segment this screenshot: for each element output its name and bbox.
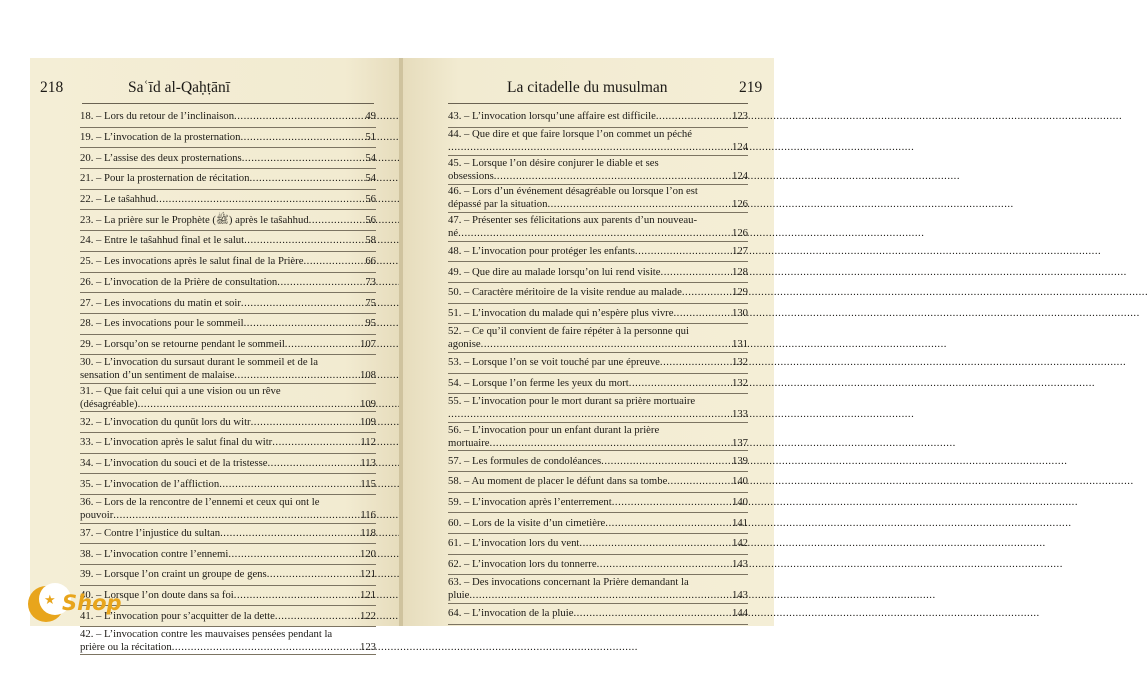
toc-entry — [80, 273, 376, 294]
toc-entry-line — [80, 172, 376, 185]
toc-page-number: 141 — [731, 516, 748, 529]
toc-page-number: 73 — [365, 275, 376, 288]
dot-leader — [458, 227, 732, 240]
toc-entry-line — [448, 517, 748, 530]
toc-entry — [448, 283, 748, 304]
toc-entry — [80, 148, 376, 169]
toc-entry-line — [448, 307, 748, 320]
toc-entry-title: 27. – Les invocations du matin et soir — [80, 296, 241, 309]
toc-entry — [448, 185, 748, 214]
toc-entry — [80, 495, 376, 524]
toc-entry-title: 25. – Les invocations après le salut final de la Prière — [80, 255, 304, 268]
toc-entry-line — [448, 128, 748, 141]
toc-entry — [448, 107, 748, 128]
toc-entry-line — [448, 377, 748, 390]
toc-entry-line — [448, 437, 748, 450]
toc-entry-title: 46. – Lors d’un événement désagréable ou lorsque l’on est — [448, 185, 698, 198]
star-icon: ★ — [44, 593, 56, 608]
dot-leader — [242, 152, 366, 165]
toc-entry-line — [80, 356, 376, 369]
toc-entry — [448, 374, 748, 395]
toc-entry-line — [448, 141, 748, 154]
toc-entry-title: dépassé par la situation — [448, 198, 548, 211]
toc-entry — [448, 394, 748, 423]
dot-leader — [268, 457, 361, 470]
toc-entry-line — [80, 255, 376, 268]
toc-page-number: 121 — [359, 568, 376, 581]
toc-entry-title: 20. – L’assise des deux prosternations — [80, 151, 242, 164]
left-header-rule — [82, 103, 374, 104]
toc-page-number: 129 — [731, 286, 748, 299]
dot-leader — [272, 436, 360, 449]
toc-entry — [80, 524, 376, 545]
toc-entry-line — [448, 266, 748, 279]
toc-entry-line — [80, 214, 376, 227]
toc-page-number: 126 — [731, 198, 748, 211]
toc-page-number: 51 — [365, 131, 376, 144]
toc-entry — [448, 242, 748, 263]
toc-entry — [80, 454, 376, 475]
toc-entry — [80, 384, 376, 413]
toc-entry-title: né — [448, 226, 459, 239]
toc-entry — [80, 210, 376, 231]
toc-entry-title: 32. – L’invocation du qunūt lors du witr — [80, 415, 251, 428]
toc-page-number: 128 — [731, 265, 748, 278]
toc-entry-title: 45. – Lorsque l’on désire conjurer le diable et ses — [448, 156, 659, 169]
toc-entry — [448, 534, 748, 555]
toc-entry-title: 56. – L’invocation pour un enfant durant la prière — [448, 423, 660, 436]
toc-entry-line — [80, 369, 376, 382]
dot-leader — [249, 172, 365, 185]
dot-leader — [448, 141, 732, 154]
toc-entry-title: 55. – L’invocation pour le mort durant sa prière mortuaire — [448, 395, 696, 408]
dot-leader — [303, 255, 365, 268]
toc-entry-line — [448, 424, 748, 437]
dot-leader — [667, 475, 732, 488]
right-header-rule — [448, 103, 748, 104]
toc-page-number: 142 — [731, 537, 748, 550]
toc-entry-title: 63. – Des invocations concernant la Prière demandant la — [448, 576, 689, 589]
dot-leader — [612, 496, 732, 509]
toc-entry-line — [448, 475, 748, 488]
toc-page-number: 66 — [365, 255, 376, 268]
toc-entry-title: 33. – L’invocation après le salut final du witr — [80, 436, 273, 449]
toc-entry-title: 47. – Présenter ses félicitations aux parents d’un nouveau- — [448, 213, 698, 226]
toc-entry-line — [80, 496, 376, 509]
dot-leader — [244, 234, 365, 247]
open-book — [30, 58, 774, 653]
toc-page-number: 127 — [731, 245, 748, 258]
toc-entry-title: 59. – L’invocation après l’enterrement — [448, 496, 612, 509]
dot-leader — [660, 356, 732, 369]
toc-entry — [80, 128, 376, 149]
toc-entry — [448, 156, 748, 185]
right-page-number: 219 — [739, 79, 763, 96]
toc-entry-title: 61. – L’invocation lors du vent — [448, 537, 580, 550]
toc-page-number: 120 — [359, 547, 376, 560]
toc-page-number: 118 — [360, 526, 376, 539]
left-page-number: 218 — [40, 79, 64, 96]
toc-entry-title: 49. – Que dire au malade lorsqu’on lui rend visite — [448, 265, 661, 278]
toc-page-number: 123 — [359, 640, 376, 653]
dot-leader — [605, 517, 732, 530]
toc-entry-line — [80, 276, 376, 289]
toc-entry-line — [448, 286, 748, 299]
toc-entry — [80, 252, 376, 273]
dot-leader — [228, 548, 360, 561]
toc-entry-line — [448, 576, 748, 589]
toc-entry-title: 41. – L’invocation pour s’acquitter de la dette — [80, 609, 275, 622]
toc-entry — [448, 353, 748, 374]
dot-leader — [481, 338, 732, 351]
toc-page-number: 143 — [731, 558, 748, 571]
toc-entry-line — [448, 408, 748, 421]
dot-leader — [601, 455, 732, 468]
dot-leader — [172, 641, 360, 654]
toc-entry — [448, 304, 748, 325]
toc-entry-title: 54. – Lorsque l’on ferme les yeux du mort — [448, 376, 629, 389]
toc-entry-line — [448, 496, 748, 509]
toc-page-number: 56 — [365, 213, 376, 226]
dot-leader — [251, 416, 360, 429]
toc-page-number: 121 — [359, 588, 376, 601]
toc-page-number: 139 — [731, 454, 748, 467]
right-running-head: La citadelle du musulman — [507, 79, 668, 96]
toc-page-number: 143 — [731, 589, 748, 602]
toc-entry — [80, 355, 376, 384]
shop-logo[interactable] — [22, 582, 172, 630]
toc-page-number: 112 — [360, 436, 376, 449]
dot-leader — [494, 170, 732, 183]
toc-page-number: 133 — [731, 408, 748, 421]
toc-entry-title: agonise — [448, 338, 481, 351]
toc-entry — [448, 262, 748, 283]
dot-leader — [547, 198, 732, 211]
toc-entry-line — [448, 338, 748, 351]
toc-entry — [448, 493, 748, 514]
toc-entry-line — [448, 245, 748, 258]
toc-page-number: 54 — [365, 151, 376, 164]
toc-entry — [448, 451, 748, 472]
toc-entry-title: 40. – Lorsque l’on doute dans sa foi — [80, 588, 234, 601]
toc-entry-title: 22. – Le taŝahhud — [80, 193, 156, 206]
toc-entry-title: 48. – L’invocation pour protéger les enfants — [448, 245, 635, 258]
toc-entry-title: 37. – Contre l’injustice du sultan — [80, 526, 221, 539]
left-running-head: Saʿīd al-Qaḥṭānī — [128, 79, 231, 96]
toc-entry-line — [448, 558, 748, 571]
toc-entry-title: 35. – L’invocation de l’affliction — [80, 477, 220, 490]
toc-page-number: 124 — [731, 141, 748, 154]
toc-entry-line — [80, 297, 376, 310]
toc-page-number: 108 — [359, 369, 376, 381]
dot-leader — [285, 338, 360, 351]
toc-entry — [80, 433, 376, 454]
toc-entry-title: 39. – Lorsque l’on craint un groupe de gens — [80, 568, 267, 581]
toc-entry-title: 31. – Que fait celui qui a une vision ou un rêve — [80, 384, 281, 397]
dot-leader — [219, 478, 360, 491]
toc-entry-line — [448, 185, 748, 198]
toc-page-number: 126 — [731, 226, 748, 239]
toc-entry-title: 28. – Les invocations pour le sommeil — [80, 317, 244, 330]
toc-entry-title: 38. – L’invocation contre l’ennemi — [80, 547, 229, 560]
toc-entry-title: mortuaire — [448, 436, 490, 449]
toc-page-number: 109 — [359, 397, 376, 410]
dot-leader — [629, 377, 732, 390]
toc-entry-line — [80, 568, 376, 581]
toc-entry — [80, 169, 376, 190]
toc-entry-title: 60. – Lors de la visite d’un cimetière — [448, 516, 606, 529]
dot-leader — [234, 110, 365, 123]
toc-page-number: 116 — [360, 508, 376, 521]
toc-page-number: 123 — [731, 110, 748, 123]
toc-entry-title: 64. – L’invocation de la pluie — [448, 607, 574, 620]
dot-leader — [309, 214, 366, 227]
toc-entry-title: 19. – L’invocation de la prosternation — [80, 131, 241, 144]
toc-page-number: 132 — [731, 356, 748, 369]
dot-leader — [597, 558, 732, 571]
dot-leader — [579, 537, 732, 550]
toc-page-number: 131 — [731, 338, 748, 351]
toc-entry — [80, 335, 376, 356]
toc-entry-line — [80, 527, 376, 540]
toc-entry-line — [80, 548, 376, 561]
toc-entry-title: 50. – Caractère méritoire de la visite rendue au malade — [448, 286, 682, 299]
toc-entry-title: (désagréable) — [80, 397, 138, 410]
dot-leader — [220, 527, 360, 540]
toc-entry — [448, 513, 748, 534]
toc-page-number: 132 — [731, 376, 748, 389]
toc-entry-title: 30. – L’invocation du sursaut durant le sommeil et de la — [80, 356, 318, 368]
toc-entry-title: 43. – L’invocation lorsqu’une affaire est difficile — [448, 110, 656, 123]
toc-entry — [80, 474, 376, 495]
logo-text: Shop — [62, 591, 122, 615]
toc-entry-title: 21. – Pour la prosternation de récitation — [80, 172, 250, 185]
toc-page-number: 140 — [731, 496, 748, 509]
toc-entry-title: pouvoir — [80, 508, 114, 521]
toc-entry-line — [448, 395, 748, 408]
dot-leader — [244, 317, 366, 330]
dot-leader — [240, 131, 365, 144]
toc-entry-title: 26. – L’invocation de la Prière de consultation — [80, 275, 278, 288]
toc-entry-line — [80, 338, 376, 351]
toc-entry-line — [80, 416, 376, 429]
toc-entry — [448, 423, 748, 452]
toc-entry — [448, 604, 748, 625]
toc-entry-line — [80, 398, 376, 411]
toc-entry-title: 34. – L’invocation du souci et de la tristesse — [80, 456, 268, 469]
dot-leader — [656, 110, 732, 123]
toc-entry-line — [80, 131, 376, 144]
toc-entry-line — [80, 385, 376, 398]
toc-entry — [80, 544, 376, 565]
toc-entry-line — [448, 170, 748, 183]
toc-entry-line — [448, 198, 748, 211]
toc-page-number: 107 — [359, 337, 376, 350]
dot-leader — [635, 245, 732, 258]
toc-entry-title: 24. – Entre le taŝahhud final et le salut — [80, 234, 245, 247]
dot-leader — [267, 568, 360, 581]
toc-entry-title: 53. – Lorsque l’on se voit touché par une épreuve — [448, 356, 660, 369]
right-page — [403, 58, 774, 626]
toc-entry-title: 52. – Ce qu’il convient de faire répéter à la personne qui — [448, 325, 689, 338]
toc-page-number: 122 — [359, 609, 376, 622]
toc-entry-title: 29. – Lorsqu’on se retourne pendant le sommeil — [80, 337, 285, 350]
toc-entry-line — [80, 478, 376, 491]
toc-entry-title: 23. – La prière sur le Prophète (ﷺ) après le taŝahhud — [80, 213, 309, 226]
toc-entry-line — [80, 152, 376, 165]
dot-leader — [275, 610, 360, 623]
toc-entry — [80, 293, 376, 314]
dot-leader — [661, 266, 732, 279]
toc-entry-title: sensation d’un sentiment de malaise — [80, 369, 235, 381]
toc-entry-line — [80, 110, 376, 123]
toc-entry-line — [448, 356, 748, 369]
toc-entry — [448, 324, 748, 353]
toc-entry — [80, 314, 376, 335]
left-toc-list — [80, 107, 376, 655]
toc-entry-line — [80, 193, 376, 206]
toc-entry-line — [80, 234, 376, 247]
dot-leader — [490, 437, 732, 450]
dot-leader — [234, 589, 360, 602]
toc-page-number: 130 — [731, 307, 748, 320]
left-page — [30, 58, 401, 653]
toc-entry-line — [448, 455, 748, 468]
toc-entry — [80, 627, 376, 656]
toc-page-number: 113 — [360, 456, 376, 469]
toc-entry-line — [80, 457, 376, 470]
toc-entry — [448, 575, 748, 604]
toc-page-number: 115 — [360, 477, 376, 490]
toc-page-number: 144 — [731, 607, 748, 620]
toc-page-number: 124 — [731, 169, 748, 182]
toc-entry-line — [448, 157, 748, 170]
toc-entry — [80, 412, 376, 433]
dot-leader — [469, 589, 732, 602]
toc-entry — [448, 472, 748, 493]
toc-entry-title: 62. – L’invocation lors du tonnerre — [448, 558, 597, 571]
toc-entry-line — [448, 537, 748, 550]
dot-leader — [573, 607, 732, 620]
toc-entry-line — [448, 110, 748, 123]
right-toc-list — [448, 107, 748, 625]
toc-entry — [448, 213, 748, 242]
toc-entry-title: 36. – Lors de la rencontre de l’ennemi et ceux qui ont le — [80, 495, 320, 508]
toc-page-number: 109 — [359, 415, 376, 428]
toc-page-number: 137 — [731, 436, 748, 449]
toc-entry-line — [448, 325, 748, 338]
toc-page-number: 75 — [365, 296, 376, 309]
toc-page-number: 140 — [731, 475, 748, 488]
dot-leader — [673, 307, 731, 320]
toc-entry-line — [448, 227, 748, 240]
dot-leader — [156, 193, 365, 206]
toc-entry — [448, 128, 748, 157]
dot-leader — [234, 369, 360, 382]
dot-leader — [113, 509, 360, 522]
toc-entry-line — [80, 436, 376, 449]
toc-entry — [448, 555, 748, 576]
toc-entry-title: 44. – Que dire et que faire lorsque l’on commet un péché — [448, 128, 692, 141]
toc-entry-title: obsessions — [448, 169, 494, 182]
dot-leader — [241, 297, 365, 310]
toc-entry-title: prière ou la récitation — [80, 640, 172, 653]
dot-leader — [682, 286, 732, 299]
dot-leader — [138, 398, 360, 411]
toc-page-number: 58 — [365, 234, 376, 247]
toc-entry-line — [80, 317, 376, 330]
toc-entry-title: pluie — [448, 589, 470, 602]
toc-entry-title: 51. – L’invocation du malade qui n’espère plus vivre — [448, 307, 674, 320]
toc-page-number: 56 — [365, 193, 376, 206]
toc-entry-title: 18. – Lors du retour de l’inclinaison — [80, 110, 235, 123]
dot-leader — [448, 408, 732, 421]
toc-entry-line — [80, 509, 376, 522]
toc-page-number: 49 — [365, 110, 376, 123]
toc-entry-title: 42. – L’invocation contre les mauvaises pensées pendant la — [80, 627, 333, 640]
toc-entry — [80, 190, 376, 211]
dot-leader — [277, 276, 365, 289]
toc-entry-line — [80, 641, 376, 654]
toc-entry-title: 58. – Au moment de placer le défunt dans sa tombe — [448, 475, 668, 488]
toc-entry-line — [448, 589, 748, 602]
toc-page-number: 54 — [365, 172, 376, 185]
toc-page-number: 95 — [365, 317, 376, 330]
toc-entry-line — [448, 607, 748, 620]
toc-entry — [80, 231, 376, 252]
toc-entry — [80, 107, 376, 128]
toc-entry-line — [448, 214, 748, 227]
toc-entry-title: 57. – Les formules de condoléances — [448, 454, 602, 467]
